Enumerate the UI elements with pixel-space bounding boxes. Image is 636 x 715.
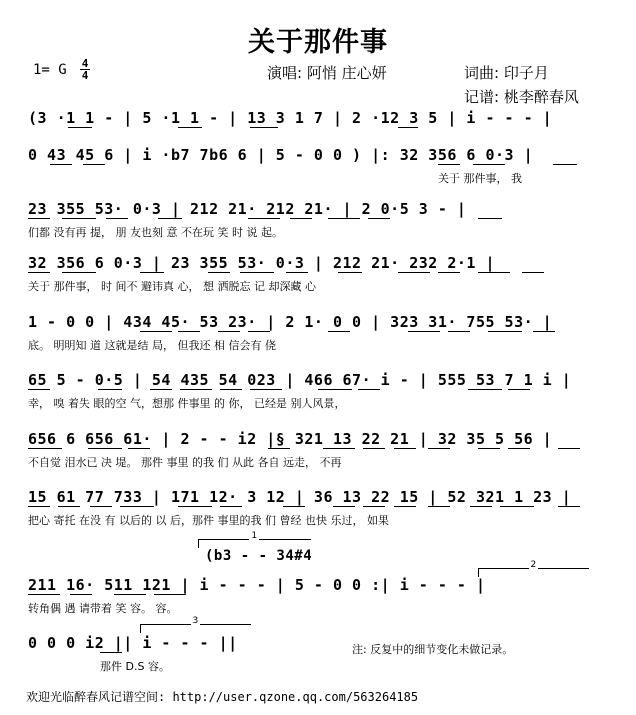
underlines-row-1 [28,127,616,133]
lyrics-row-3: 们都 没有再 提， 朋 友也刻 意 不在玩 笑 时 说 起。 [28,226,283,239]
notes-row-9: 211 16· 511 121 | i - - - | 5 - 0 0 :| i - - - | [28,576,486,594]
notes-row-5: 1 - 0 0 | 434 45· 53 23· | 2 1· 0 0 | 323 31· 755 53· | [28,313,553,331]
notes-row-6: 65 5 - 0·5 | 54 435 54 023 | 466 67· i - | 555 53 7 1 i | [28,371,572,389]
lyrics-row-9: 转角偶 遇 请带着 笑 容。 容。 [28,602,178,615]
lyrics-row-4: 关于 那件事， 时 间不 避讳真 心， 想 洒脱忘 记 却深藏 心 [28,280,316,293]
notes-row-8: 15 61 77 733 | 171 12· 3 12 | 36 13 22 15 | 52 321 1 23 | [28,488,572,506]
time-signature [80,58,90,81]
notes-row-4: 32 356 6 0·3 | 23 355 53· 0·3 | 212 21· 232 2·1 | [28,254,496,272]
key-signature: 1= G [33,62,67,78]
volta-3-bracket [140,616,251,633]
song-title: 关于那件事 [248,27,388,58]
transcriber: 记谱: 桃李醉春风 [464,88,579,106]
singers: 演唱: 阿悄 庄心妍 [267,64,387,82]
volta-2-bracket [478,560,589,577]
composer: 词曲: 印子月 [464,64,549,82]
notes-row-2: 0 43 45 6 | i ·b7 7b6 6 | 5 - 0 0 ) |: 32 356 6 0·3 | [28,146,534,164]
notes-row-10: 0 0 0 i2 || i - - - || [28,634,238,652]
annotation-note: 注: 反复中的细节变化未做记录。 [352,643,514,656]
volta-1-bracket [198,531,311,548]
volta-1-label: 1 [251,531,258,541]
lyrics-row-2: 关于 那件事， 我 [438,172,522,185]
volta-2-label: 2 [530,560,537,570]
lyrics-row-10: 那件 D.S 容。 [100,660,170,673]
time-numerator: 4 [81,57,89,70]
time-denominator: 4 [81,69,89,82]
notes-row-7: 656 6 656 61· | 2 - - i2 |§ 321 13 22 21 | 32 35 5 56 | [28,430,553,448]
volta-3-label: 3 [192,616,199,626]
notes-row-3: 23 355 53· 0·3 | 212 21· 212 21· | 2 0·5 3 - | [28,200,467,218]
coda-bracket-notes: (b3 - - 34#4 [205,548,313,564]
lyrics-row-5: 底。 明明知 道 这就是结 局， 但我还 相 信会有 侥 [28,339,276,352]
notes-row-1: (3 ·1 1 - | 5 ·1 1 - | 13 3 1 7 | 2 ·12 3 5 | i - - - | [28,109,553,127]
lyrics-row-8: 把心 寄托 在没 有 以后的 以 后，那件 事里的我 们 曾经 也快 乐过， 如果 [28,514,389,527]
lyrics-row-7: 不自觉 泪水已 决 堤。 那件 事里 的我 们 从此 各自 远走， 不再 [28,456,342,469]
footer-credit: 欢迎光临醉春风记谱空间: http://user.qzone.qq.com/563264185 [26,690,419,704]
lyrics-row-6: 幸， 嗅 着失 眼的空 气，想那 件事里 的 你， 已经是 别人风景， [28,397,346,410]
